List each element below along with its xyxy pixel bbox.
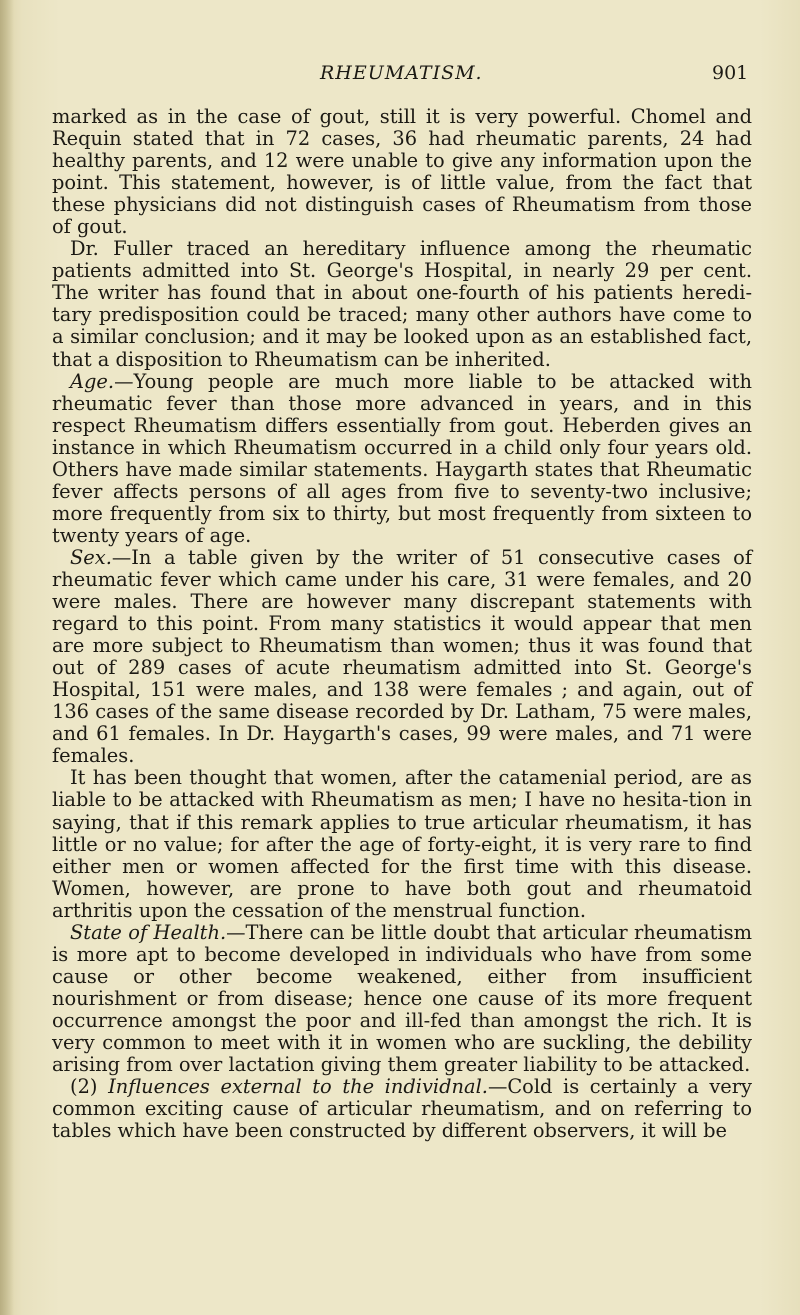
page-number: 901 bbox=[712, 62, 749, 84]
paragraph-text: marked as in the case of gout, still it is very powerful. Chomel and Requin stated that in 72 cases, 36 had rheumatic parents, 24 had healthy parents, and 12 were unable to give any information upon the point. This statement, however, is of little value, from the fact that these physicians did not distinguish cases of Rheumatism from those of gout. bbox=[52, 105, 752, 239]
paragraph-external-influences bbox=[52, 1076, 752, 1142]
paragraph-continuation bbox=[52, 106, 752, 238]
paragraph-state-of-health bbox=[52, 922, 752, 1076]
body-text bbox=[52, 106, 752, 1142]
section-number: (2) bbox=[70, 1075, 109, 1099]
paragraph-text: —In a table given by the writer of 51 consecutive cases of rheumatic fever which came under his care, 31 were females, and 20 were males. There are however many discrepant statements with regard to this point. From many statistics it would appear that men are more subject to Rheumatism than women; thus it was found that out of 289 cases of acute rheumatism admitted into St. George's Hospital, 151 were males, and 138 were females ; and again, out of 136 cases of the same disease recorded by Dr. Latham, 75 were males, and 61 females. In Dr. Haygarth's cases, 99 were males, and 71 were females. bbox=[52, 545, 752, 768]
section-heading-external-influences: Influences external to the individnal. bbox=[108, 1075, 488, 1099]
paragraph-age bbox=[52, 371, 752, 547]
paragraph-text: —Cold is certainly a very common exciting cause of articular rheumatism, and on referring to tables which have been constructed by different observers, it will be bbox=[52, 1075, 752, 1143]
paragraph-text: —Young people are much more liable to be attacked with rheumatic fever than those more advanced in years, and in this respect Rheumatism differs essentially from gout. Heberden gives an instance in which Rheumatism occurred in a child only four years old. Others have made similar statements. Haygarth states that Rheumatic fever affects persons of all ages from five to seventy-two inclusive; more frequently from six to thirty, but most frequently from sixteen to twenty years of age. bbox=[52, 369, 752, 547]
running-title: RHEUMATISM. bbox=[320, 62, 483, 84]
paragraph-sex bbox=[52, 547, 752, 767]
paragraph-catamenial bbox=[52, 767, 752, 921]
gutter-shadow bbox=[0, 0, 14, 1315]
paragraph-text: —There can be little doubt that articular rheumatism is more apt to become developed in individuals who have from some cause or other become weakened, either from insufficient nourishment or from disease; hence one cause of its more frequent occurrence amongst the poor and ill-fed than amongst the rich. It is very common to meet with it in women who are suckling, the debility arising from over lactation giving them greater liability to be attacked. bbox=[52, 920, 752, 1077]
section-heading-state-of-health: State of Health. bbox=[70, 920, 227, 944]
paragraph-text: It has been thought that women, after the catamenial period, are as liable to be attacked with Rheumatism as men; I have no hesita-tion in saying, that if this remark applies to true articular rheumatism, it has little or no value; for after the age of forty-eight, it is very rare to find either men or women affected for the first time with this disease. Women, however, are prone to have both gout and rheumatoid arthritis upon the cessation of the menstrual function. bbox=[52, 766, 752, 922]
section-heading-age: Age. bbox=[70, 369, 115, 393]
paragraph-heredity bbox=[52, 238, 752, 370]
section-heading-sex: Sex. bbox=[70, 545, 112, 569]
paragraph-text: Dr. Fuller traced an hereditary influence among the rheumatic patients admitted into St. George's Hospital, in nearly 29 per cent. The writer has found that in about one-fourth of his patients heredi-tary predisposition could be traced; many other authors have come to a similar conclusion; and it may be looked upon as an established fact, that a disposition to Rheumatism can be inherited. bbox=[52, 237, 752, 371]
running-header bbox=[0, 62, 800, 92]
